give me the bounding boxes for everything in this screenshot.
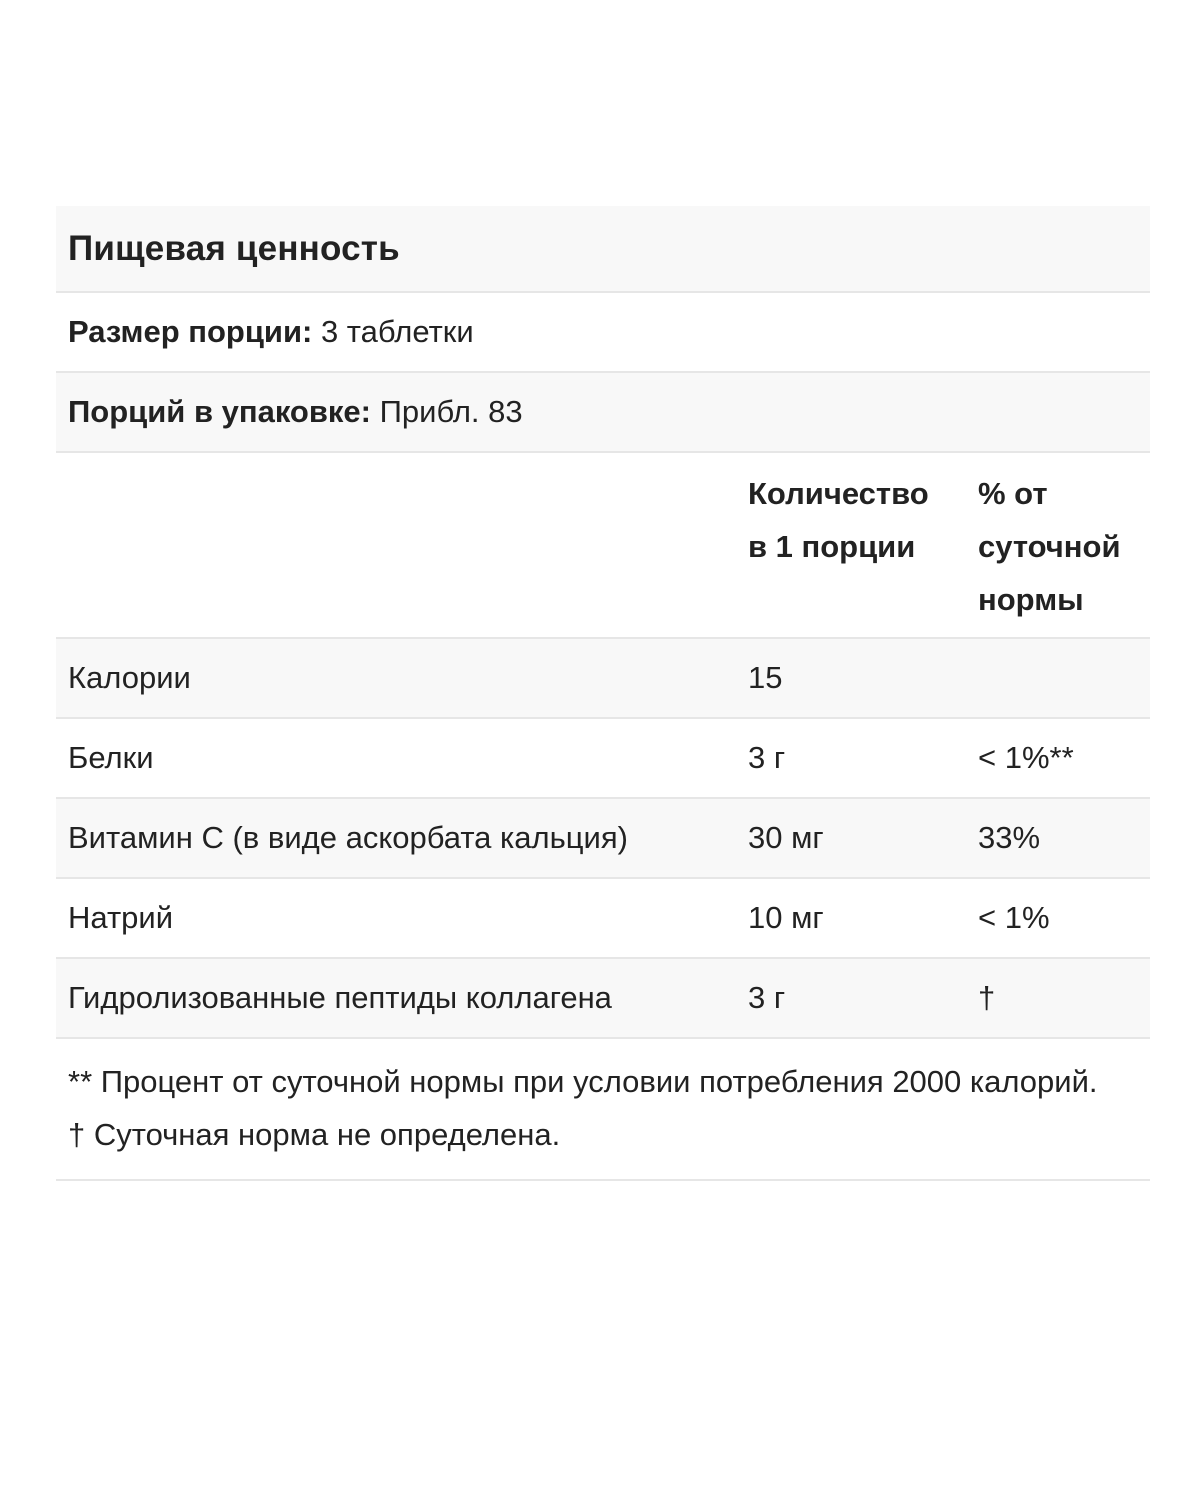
nutrition-facts-table — [56, 206, 1150, 1181]
table-row — [56, 719, 1150, 799]
servings-per-container-label: Порций в упаковке: — [68, 394, 371, 429]
table-row — [56, 879, 1150, 959]
column-header-amount-line2: в 1 порции — [748, 529, 916, 564]
nutrient-amount: 3 г — [748, 980, 786, 1015]
column-header-amount-line1: Количество — [748, 476, 929, 511]
nutrient-daily-value: < 1%** — [978, 740, 1074, 775]
table-title-row — [56, 206, 1150, 293]
column-header-amount — [748, 467, 978, 573]
column-header-row — [56, 453, 1150, 639]
serving-size-row — [56, 293, 1150, 373]
table-title: Пищевая ценность — [68, 228, 400, 268]
table-row — [56, 799, 1150, 879]
column-header-dv-line2: суточной — [978, 529, 1121, 564]
nutrient-name: Витамин С (в виде аскорбата кальция) — [68, 820, 628, 855]
column-header-dv-line3: нормы — [978, 582, 1084, 617]
footnote-not-established: † Суточная норма не определена. — [68, 1117, 561, 1152]
nutrient-name: Гидролизованные пептиды коллагена — [68, 980, 612, 1015]
serving-size-value: 3 таблетки — [312, 314, 474, 349]
nutrient-amount: 3 г — [748, 740, 786, 775]
nutrient-daily-value: † — [978, 980, 996, 1015]
nutrient-daily-value: 33% — [978, 820, 1041, 855]
table-row — [56, 959, 1150, 1039]
nutrient-amount: 30 мг — [748, 820, 824, 855]
nutrient-amount: 15 — [748, 660, 783, 695]
column-header-dv-line1: % от — [978, 476, 1048, 511]
serving-size-label: Размер порции: — [68, 314, 313, 349]
nutrient-name: Белки — [68, 740, 154, 775]
servings-per-container-row — [56, 373, 1150, 453]
nutrient-name: Калории — [68, 660, 191, 695]
footnote-daily-value-basis: ** Процент от суточной нормы при условии потребления 2000 калорий. — [68, 1064, 1098, 1099]
footnotes — [56, 1039, 1150, 1181]
table-row — [56, 639, 1150, 719]
column-header-daily-value — [978, 467, 1150, 626]
nutrient-daily-value: < 1% — [978, 900, 1050, 935]
nutrient-amount: 10 мг — [748, 900, 824, 935]
nutrient-name: Натрий — [68, 900, 174, 935]
servings-per-container-value: Прибл. 83 — [371, 394, 523, 429]
